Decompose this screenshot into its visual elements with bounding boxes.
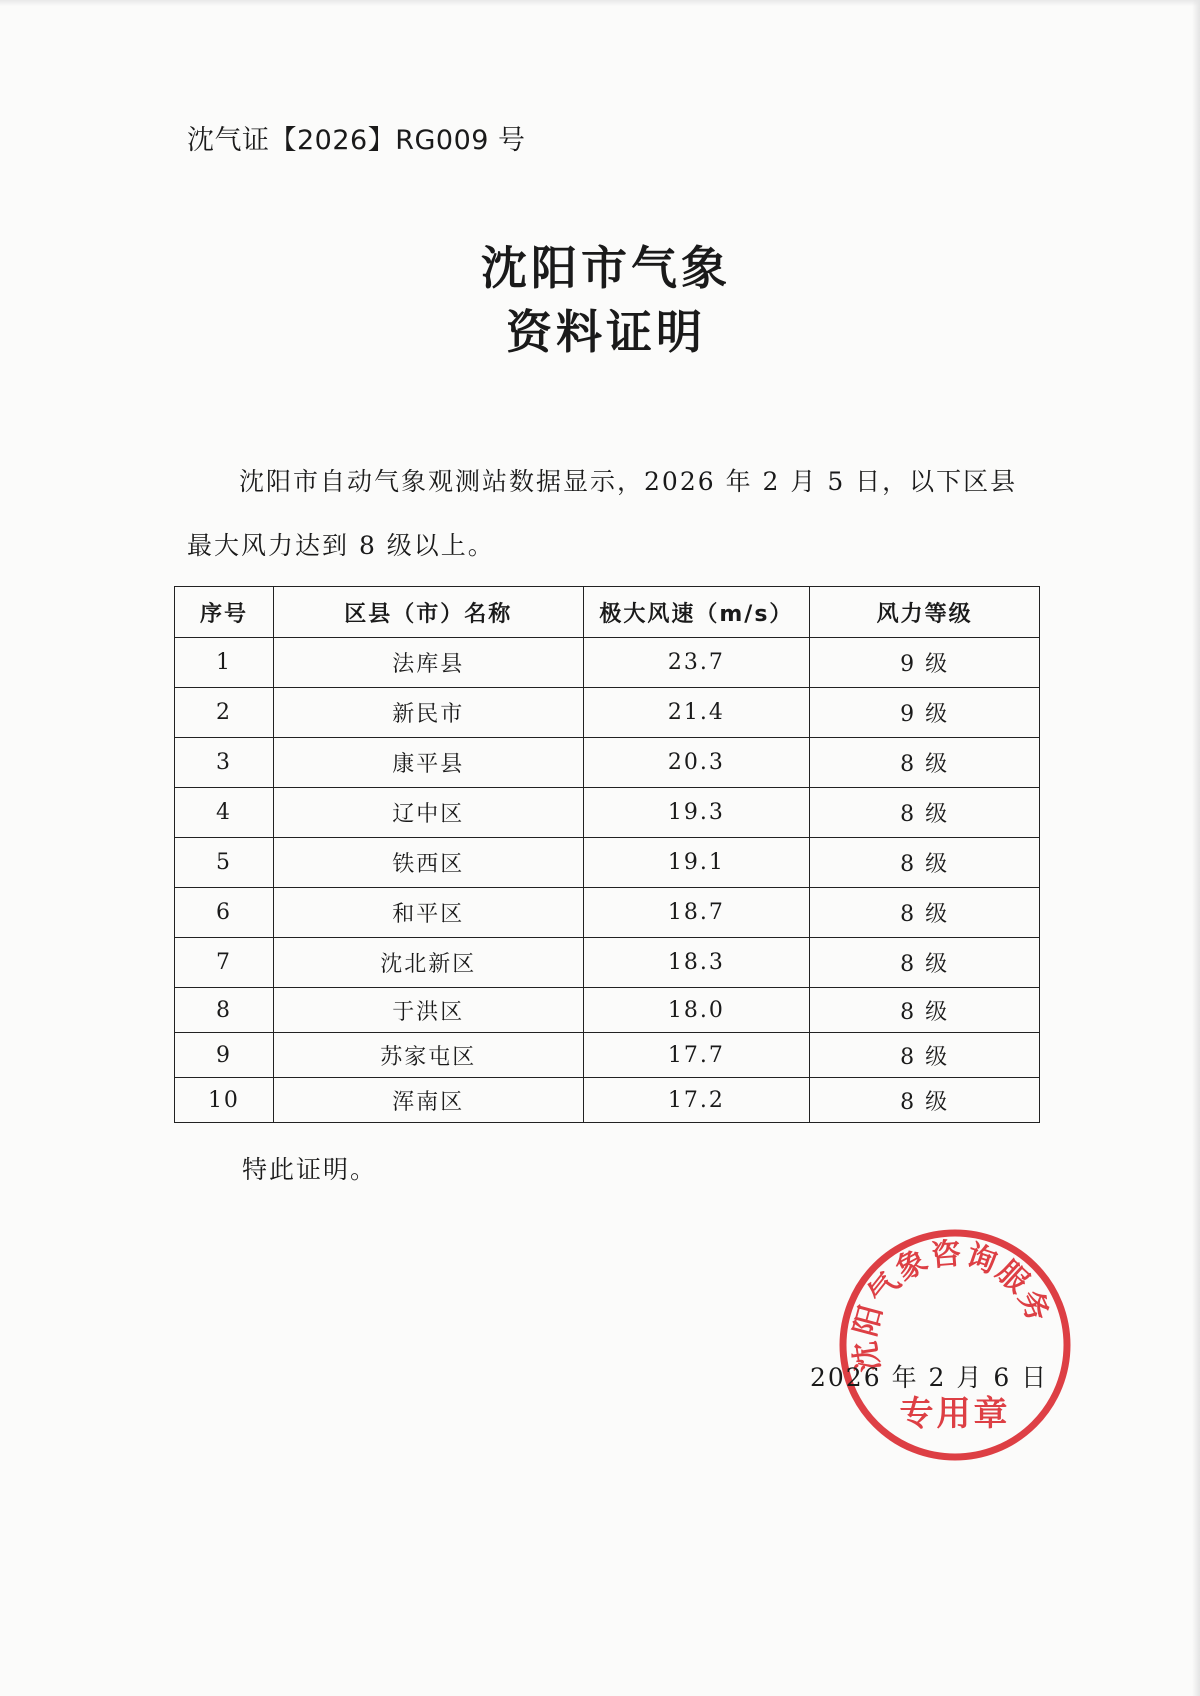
- table-row: [175, 888, 1040, 938]
- wind-table: [174, 586, 1040, 1123]
- cell-wind-speed: 17.7: [583, 1033, 810, 1078]
- header-wind-level: 风力等级: [810, 587, 1040, 638]
- cell-index: 7: [175, 938, 274, 988]
- cell-index: 4: [175, 788, 274, 838]
- table-row: [175, 1078, 1040, 1123]
- cell-district: 浑南区: [273, 1078, 583, 1123]
- seal-center-text: 专用章: [899, 1394, 1011, 1434]
- header-max-wind-speed: 极大风速（m/s）: [583, 587, 810, 638]
- table-row: [175, 988, 1040, 1033]
- issue-date: 2026 年 2 月 6 日: [810, 1363, 1049, 1392]
- cell-district: 苏家屯区: [273, 1033, 583, 1078]
- cell-wind-level: 8 级: [810, 888, 1040, 938]
- table-row: [175, 688, 1040, 738]
- header-index: 序号: [175, 587, 274, 638]
- cell-wind-level: 8 级: [810, 788, 1040, 838]
- cell-index: 5: [175, 838, 274, 888]
- intro-paragraph: 沈阳市自动气象观测站数据显示，2026 年 2 月 5 日，以下区县最大风力达到 8 级以上。: [187, 467, 1018, 560]
- cell-district: 沈北新区: [273, 938, 583, 988]
- cell-wind-speed: 18.0: [583, 988, 810, 1033]
- cell-district: 辽中区: [273, 788, 583, 838]
- document-number: 沈气证【2026】RG009 号: [187, 125, 526, 156]
- cell-district: 于洪区: [273, 988, 583, 1033]
- cell-wind-level: 8 级: [810, 738, 1040, 788]
- cell-wind-level: 9 级: [810, 638, 1040, 688]
- cell-wind-speed: 19.3: [583, 788, 810, 838]
- table-row: [175, 788, 1040, 838]
- cell-wind-level: 8 级: [810, 838, 1040, 888]
- table-row: [175, 738, 1040, 788]
- cell-district: 新民市: [273, 688, 583, 738]
- cell-index: 10: [175, 1078, 274, 1123]
- cell-wind-level: 9 级: [810, 688, 1040, 738]
- cell-wind-level: 8 级: [810, 1033, 1040, 1078]
- cell-district: 铁西区: [273, 838, 583, 888]
- closing-statement: 特此证明。: [242, 1155, 378, 1184]
- seal-ring-text: 沈阳气象咨询服务: [847, 1236, 1057, 1374]
- cell-wind-level: 8 级: [810, 988, 1040, 1033]
- cell-wind-speed: 17.2: [583, 1078, 810, 1123]
- seal-graphic: [835, 1225, 1075, 1465]
- cell-index: 8: [175, 988, 274, 1033]
- cell-wind-speed: 18.3: [583, 938, 810, 988]
- table-header-row: [175, 587, 1040, 638]
- official-seal: [835, 1225, 1075, 1465]
- cell-index: 6: [175, 888, 274, 938]
- cell-wind-speed: 19.1: [583, 838, 810, 888]
- table-row: [175, 838, 1040, 888]
- cell-wind-level: 8 级: [810, 938, 1040, 988]
- cell-district: 法库县: [273, 638, 583, 688]
- cell-index: 1: [175, 638, 274, 688]
- paper-top-edge: [0, 0, 1200, 6]
- cell-wind-speed: 18.7: [583, 888, 810, 938]
- cell-district: 和平区: [273, 888, 583, 938]
- cell-wind-speed: 21.4: [583, 688, 810, 738]
- table-row: [175, 1033, 1040, 1078]
- table-row: [175, 938, 1040, 988]
- cell-wind-speed: 20.3: [583, 738, 810, 788]
- cell-index: 2: [175, 688, 274, 738]
- table-row: [175, 638, 1040, 688]
- cell-index: 3: [175, 738, 274, 788]
- title-line-1: 沈阳市气象: [481, 241, 731, 295]
- header-district: 区县（市）名称: [273, 587, 583, 638]
- cell-wind-level: 8 级: [810, 1078, 1040, 1123]
- cell-wind-speed: 23.7: [583, 638, 810, 688]
- cell-district: 康平县: [273, 738, 583, 788]
- title-line-2: 资料证明: [506, 305, 706, 359]
- cell-index: 9: [175, 1033, 274, 1078]
